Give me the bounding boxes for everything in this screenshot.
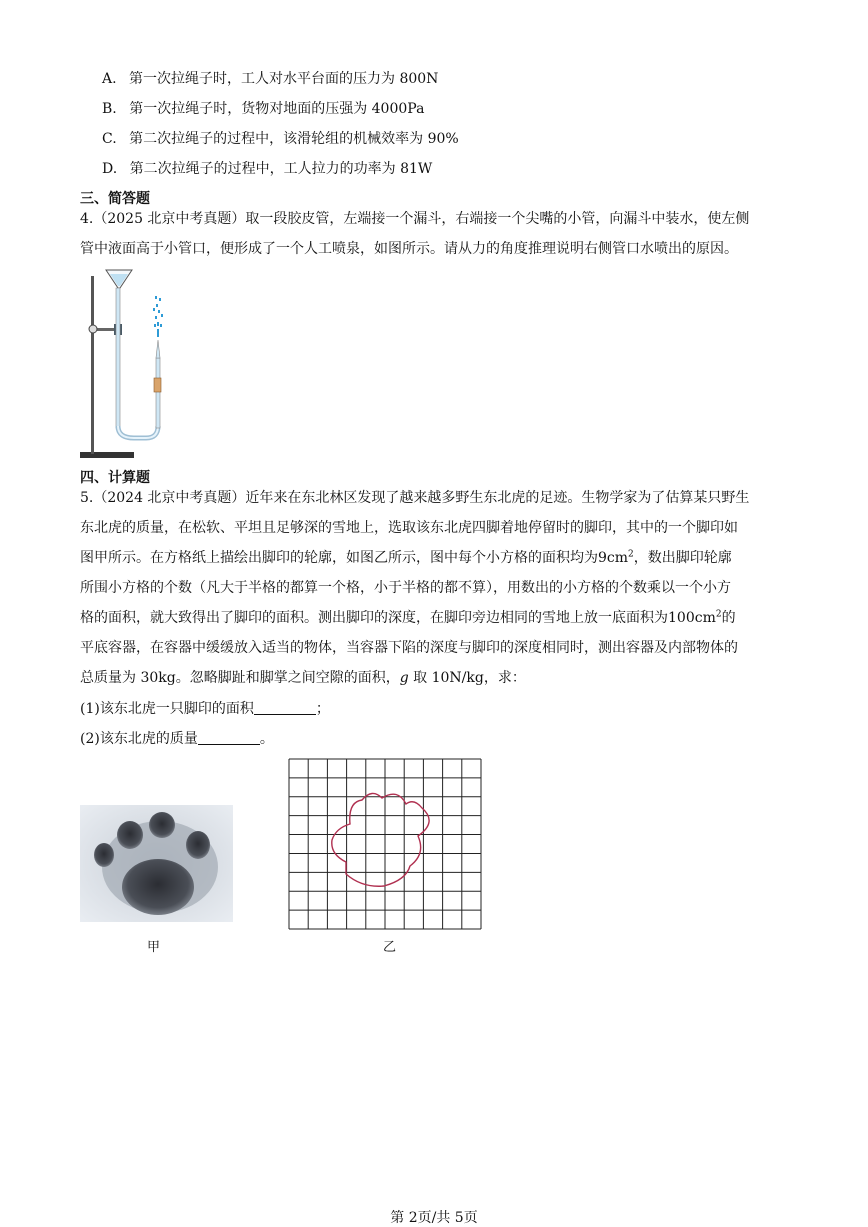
figure-b-caption: 乙 xyxy=(383,940,397,955)
option-a-text: 第一次拉绳子时，工人对水平台面的压力为 800N xyxy=(129,71,439,87)
sub1-end: ； xyxy=(315,701,330,717)
q5-line-5-a: 格的面积，就大致得出了脚印的面积。测出脚印的深度，在脚印旁边相同的雪地上放一底面积为 xyxy=(80,610,668,626)
q5-line-4: 所围小方格的个数（凡大于半格的都算一个格，小于半格的都不算），用数出的小方格的个数乘以一个小方 xyxy=(80,580,731,596)
unit-100cm: 100cm xyxy=(668,610,716,626)
fountain-figure xyxy=(78,266,188,462)
sub2-end: 。 xyxy=(259,731,274,747)
q5-line-7 xyxy=(80,667,526,687)
paw-photo-figure xyxy=(80,805,233,922)
unit-9cm: 9cm xyxy=(598,550,629,566)
option-c xyxy=(102,128,459,148)
q5-line-3-a: 图甲所示。在方格纸上描绘出脚印的轮廓，如图乙所示，图中每个小方格的面积均为 xyxy=(80,550,598,566)
answer-blank-1[interactable] xyxy=(254,702,316,715)
unit-sup: 2 xyxy=(715,609,722,620)
q5-line-6: 平底容器，在容器中缓缓放入适当的物体，当容器下陷的深度与脚印的深度相同时，测出容器及内部物体的 xyxy=(80,640,738,656)
symbol-g: g xyxy=(399,670,409,686)
section-title-short-answer: 三、简答题 xyxy=(80,191,150,207)
option-b xyxy=(102,98,424,118)
option-b-label: B. xyxy=(102,101,117,117)
q5-line-3 xyxy=(80,547,732,567)
figure-a-caption: 甲 xyxy=(147,940,161,955)
q5-line-7-b: 取 10N/kg，求： xyxy=(408,670,526,686)
page-footer: 第 2页/共 5页 xyxy=(390,1210,478,1226)
q5-line-7-a: 总质量为 30kg。忽略脚趾和脚掌之间空隙的面积， xyxy=(80,670,400,686)
option-c-text: 第二次拉绳子的过程中，该滑轮组的机械效率为 90% xyxy=(129,131,459,147)
option-a-label: A. xyxy=(102,71,117,87)
sub2-text: (2)该东北虎的质量 xyxy=(80,731,198,747)
answer-blank-2[interactable] xyxy=(198,732,260,745)
option-d xyxy=(102,158,432,178)
sub1-text: (1)该东北虎一只脚印的面积 xyxy=(80,701,254,717)
q4-line-1: 4.（2025 北京中考真题）取一段胶皮管，左端接一个漏斗，右端接一个尖嘴的小管，向漏斗中装水，使左侧 xyxy=(80,211,750,227)
option-a xyxy=(102,68,438,88)
option-b-text: 第一次拉绳子时，货物对地面的压强为 4000Pa xyxy=(129,101,425,117)
q5-line-5 xyxy=(80,607,736,627)
q5-subquestion-2 xyxy=(80,728,274,748)
option-d-text: 第二次拉绳子的过程中，工人拉力的功率为 81W xyxy=(129,161,433,177)
q4-line-2: 管中液面高于小管口，便形成了一个人工喷泉，如图所示。请从力的角度推理说明右侧管口水喷出的原因。 xyxy=(80,241,738,257)
q5-line-2: 东北虎的质量，在松软、平坦且足够深的雪地上，选取该东北虎四脚着地停留时的脚印，其中的一个脚印如 xyxy=(80,520,738,536)
section-title-calculation: 四、计算题 xyxy=(80,470,150,486)
option-d-label: D. xyxy=(102,161,118,177)
q5-line-3-c: ，数出脚印轮廓 xyxy=(633,550,732,566)
q5-line-1: 5.（2024 北京中考真题）近年来在东北林区发现了越来越多野生东北虎的足迹。生物学家为了估算某只野生 xyxy=(80,490,750,506)
unit-sup: 2 xyxy=(628,549,634,560)
q5-subquestion-1 xyxy=(80,698,330,718)
q5-line-5-c: 的 xyxy=(721,610,736,626)
grid-outline-figure xyxy=(288,758,482,930)
option-c-label: C. xyxy=(102,131,117,147)
